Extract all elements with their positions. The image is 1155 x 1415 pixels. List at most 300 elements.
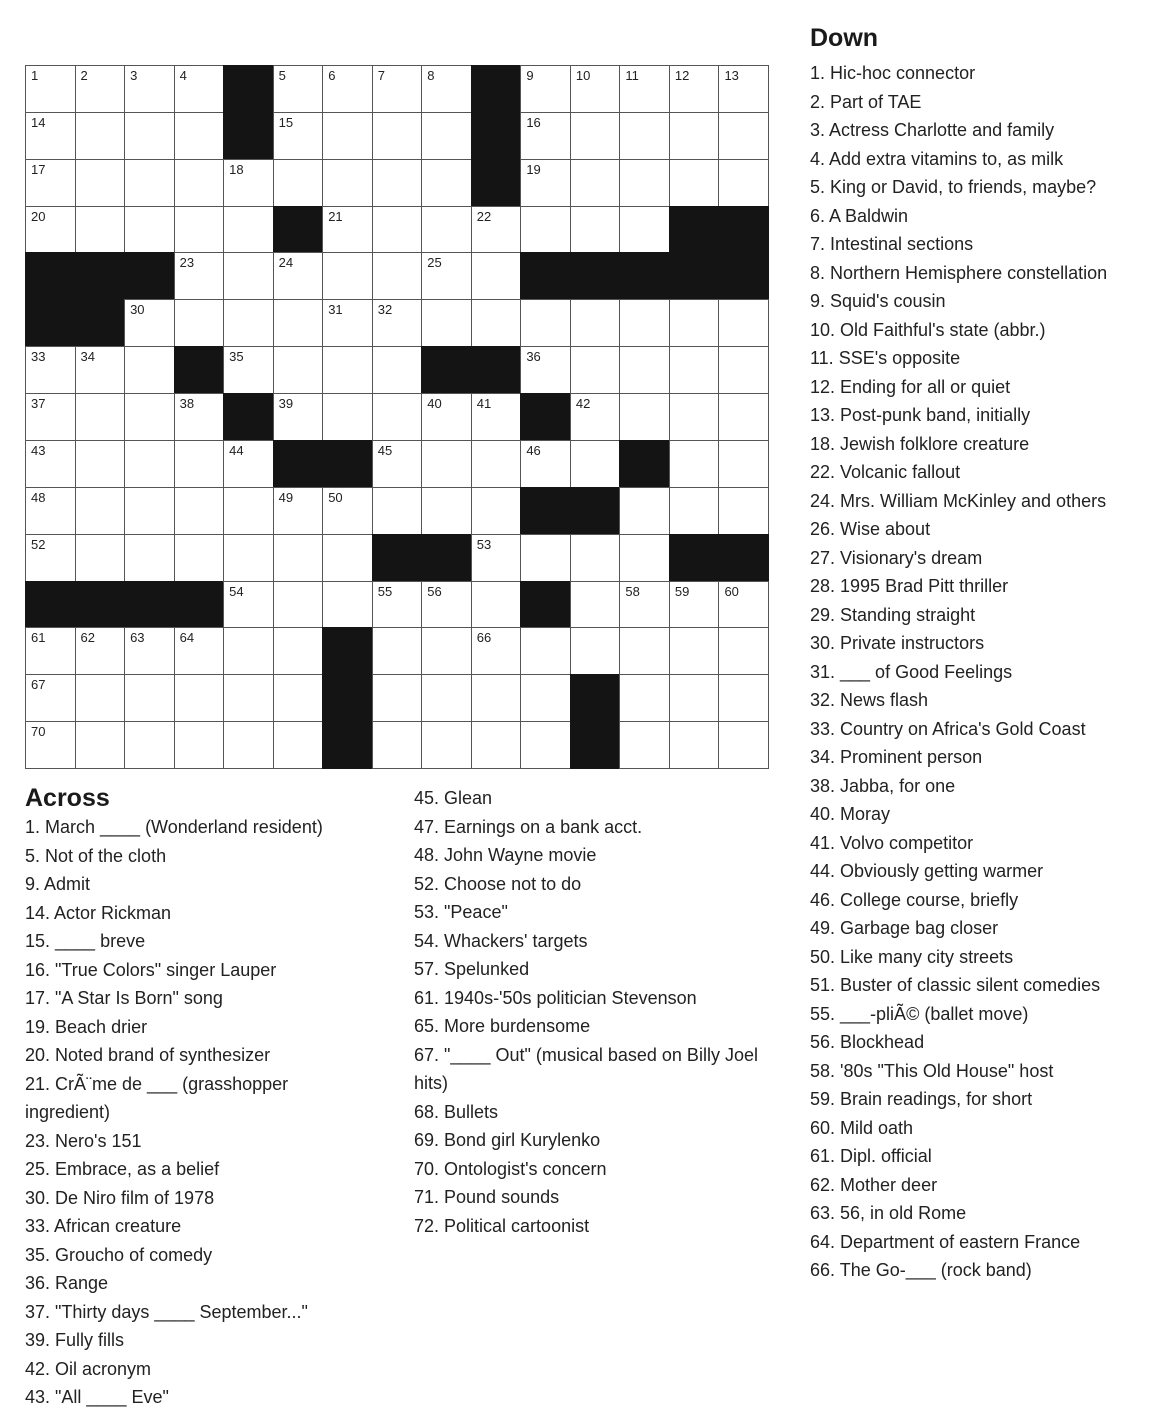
grid-cell[interactable] — [223, 299, 274, 347]
grid-cell[interactable] — [421, 206, 472, 254]
grid-cell[interactable] — [669, 487, 720, 535]
crossword-grid — [25, 65, 768, 768]
grid-cell[interactable] — [718, 346, 769, 394]
grid-cell[interactable] — [322, 581, 373, 629]
clue-item: 12. Ending for all or quiet — [810, 376, 1011, 397]
grid-cell[interactable] — [25, 206, 76, 254]
grid-cell[interactable] — [669, 440, 720, 488]
grid-cell[interactable] — [718, 627, 769, 675]
grid-block — [619, 440, 670, 488]
grid-cell[interactable] — [372, 674, 423, 722]
grid-block — [718, 252, 769, 300]
grid-cell[interactable] — [273, 299, 324, 347]
grid-cell[interactable] — [372, 346, 423, 394]
grid-cell[interactable] — [718, 581, 769, 629]
grid-cell[interactable] — [273, 627, 324, 675]
cell-number: 2 — [80, 68, 88, 83]
grid-cell[interactable] — [273, 252, 324, 300]
clue-item: 68. Bullets — [414, 1101, 499, 1122]
cell-number: 3 — [130, 68, 138, 83]
clue-item: 53. "Peace" — [414, 902, 508, 922]
grid-cell[interactable] — [669, 159, 720, 207]
grid-block — [718, 206, 769, 254]
grid-cell[interactable] — [520, 534, 571, 582]
grid-cell[interactable] — [471, 206, 522, 254]
grid-cell[interactable] — [570, 534, 621, 582]
grid-cell[interactable] — [471, 487, 522, 535]
grid-cell[interactable] — [471, 674, 522, 722]
grid-cell[interactable] — [75, 721, 126, 769]
grid-cell[interactable] — [669, 65, 720, 113]
grid-cell[interactable] — [520, 627, 571, 675]
grid-cell[interactable] — [124, 346, 175, 394]
grid-cell[interactable] — [25, 440, 76, 488]
grid-cell[interactable] — [372, 252, 423, 300]
cell-number: 50 — [328, 489, 343, 505]
clue-item: 16. "True Colors" singer Lauper — [25, 959, 277, 980]
grid-cell[interactable] — [174, 534, 225, 582]
grid-block — [322, 627, 373, 675]
grid-cell[interactable] — [718, 112, 769, 160]
grid-cell[interactable] — [372, 393, 423, 441]
grid-cell[interactable] — [124, 393, 175, 441]
grid-cell[interactable] — [669, 581, 720, 629]
clue-item: 45. Glean — [414, 788, 493, 808]
grid-cell[interactable] — [124, 487, 175, 535]
grid-cell[interactable] — [25, 534, 76, 582]
clue-item: 13. Post-punk band, initially — [810, 405, 1031, 425]
grid-cell[interactable] — [570, 581, 621, 629]
cell-number: 41 — [476, 396, 492, 412]
grid-block — [520, 487, 571, 535]
grid-cell[interactable] — [25, 159, 76, 207]
grid-cell[interactable] — [619, 65, 670, 113]
grid-cell[interactable] — [421, 674, 472, 722]
grid-cell[interactable] — [669, 627, 720, 675]
grid-cell[interactable] — [520, 346, 571, 394]
grid-cell[interactable] — [75, 440, 126, 488]
down-clues-column — [810, 59, 1150, 1285]
cell-number: 44 — [229, 442, 244, 458]
grid-block — [372, 534, 423, 582]
grid-block — [322, 440, 373, 488]
clue-item: 11. SSE's opposite — [810, 348, 961, 368]
grid-cell[interactable] — [322, 393, 373, 441]
clue-item: 36. Range — [25, 1273, 109, 1293]
cell-number: 45 — [377, 442, 393, 458]
clue-item: 20. Noted brand of synthesizer — [25, 1045, 271, 1065]
clue-item: 61. Dipl. official — [810, 1146, 932, 1166]
clue-item: 52. Choose not to do — [414, 873, 582, 894]
grid-cell[interactable] — [619, 487, 670, 535]
grid-cell[interactable] — [75, 534, 126, 582]
grid-cell[interactable] — [223, 581, 274, 629]
grid-cell[interactable] — [174, 393, 225, 441]
grid-cell[interactable] — [223, 159, 274, 207]
grid-cell[interactable] — [372, 299, 423, 347]
clue-item: 21. CrÃ¨me de ___ (grasshopper ingredient) — [25, 1073, 289, 1122]
cell-number: 25 — [427, 255, 442, 271]
grid-cell[interactable] — [223, 252, 274, 300]
grid-cell[interactable] — [421, 627, 472, 675]
grid-block — [25, 299, 76, 347]
clue-item: 6. A Baldwin — [810, 205, 909, 226]
grid-cell[interactable] — [25, 112, 76, 160]
grid-cell[interactable] — [372, 440, 423, 488]
grid-cell[interactable] — [124, 299, 175, 347]
grid-cell[interactable] — [124, 112, 175, 160]
grid-block — [520, 393, 571, 441]
grid-cell[interactable] — [718, 674, 769, 722]
clue-item: 5. Not of the cloth — [25, 845, 167, 866]
grid-cell[interactable] — [223, 721, 274, 769]
clue-item: 29. Standing straight — [810, 604, 976, 625]
grid-cell[interactable] — [718, 65, 769, 113]
grid-cell[interactable] — [421, 440, 472, 488]
grid-block — [273, 440, 324, 488]
grid-cell[interactable] — [75, 206, 126, 254]
grid-cell[interactable] — [322, 65, 373, 113]
grid-cell[interactable] — [174, 721, 225, 769]
grid-cell[interactable] — [75, 393, 126, 441]
grid-block — [471, 159, 522, 207]
grid-cell[interactable] — [322, 299, 373, 347]
clue-item: 46. College course, briefly — [810, 889, 1019, 910]
grid-block — [669, 252, 720, 300]
grid-cell[interactable] — [273, 674, 324, 722]
grid-cell[interactable] — [174, 627, 225, 675]
grid-cell[interactable] — [471, 252, 522, 300]
cell-number: 46 — [526, 442, 541, 458]
grid-cell[interactable] — [421, 581, 472, 629]
grid-cell[interactable] — [421, 721, 472, 769]
clue-item: 54. Whackers' targets — [414, 930, 588, 951]
grid-cell[interactable] — [273, 534, 324, 582]
clue-item: 71. Pound sounds — [414, 1187, 560, 1207]
grid-cell[interactable] — [372, 112, 423, 160]
grid-cell[interactable] — [322, 252, 373, 300]
clue-item: 19. Beach drier — [25, 1016, 148, 1037]
grid-cell[interactable] — [520, 112, 571, 160]
cell-number: 56 — [427, 583, 442, 599]
cell-number: 37 — [31, 396, 46, 412]
grid-cell[interactable] — [669, 674, 720, 722]
grid-cell[interactable] — [570, 346, 621, 394]
grid-cell[interactable] — [322, 112, 373, 160]
grid-cell[interactable] — [570, 206, 621, 254]
grid-cell[interactable] — [372, 159, 423, 207]
grid-cell[interactable] — [124, 206, 175, 254]
clue-item: 35. Groucho of comedy — [25, 1244, 213, 1265]
grid-cell[interactable] — [520, 159, 571, 207]
cell-number: 1 — [31, 68, 39, 83]
clue-item: 44. Obviously getting warmer — [810, 861, 1044, 881]
grid-cell[interactable] — [223, 206, 274, 254]
clue-item: 34. Prominent person — [810, 747, 983, 767]
grid-cell[interactable] — [273, 346, 324, 394]
clue-item: 47. Earnings on a bank acct. — [414, 816, 643, 837]
grid-cell[interactable] — [669, 393, 720, 441]
grid-cell[interactable] — [718, 159, 769, 207]
grid-cell[interactable] — [718, 299, 769, 347]
grid-cell[interactable] — [75, 159, 126, 207]
cell-number: 64 — [179, 630, 195, 646]
grid-cell[interactable] — [619, 534, 670, 582]
grid-cell[interactable] — [174, 159, 225, 207]
clue-item: 28. 1995 Brad Pitt thriller — [810, 576, 1009, 596]
clue-item: 63. 56, in old Rome — [810, 1203, 967, 1223]
clue-item: 70. Ontologist's concern — [414, 1158, 607, 1179]
grid-block — [223, 393, 274, 441]
across-clues-column-1 — [25, 813, 365, 1412]
cell-number: 22 — [476, 208, 492, 224]
grid-cell[interactable] — [75, 112, 126, 160]
grid-cell[interactable] — [124, 65, 175, 113]
cell-number: 34 — [80, 349, 95, 365]
clue-item: 57. Spelunked — [414, 959, 530, 979]
grid-cell[interactable] — [25, 65, 76, 113]
clue-item: 14. Actor Rickman — [25, 902, 172, 923]
grid-cell[interactable] — [25, 393, 76, 441]
clue-item: 22. Volcanic fallout — [810, 462, 961, 482]
grid-cell[interactable] — [372, 581, 423, 629]
grid-block — [570, 674, 621, 722]
grid-cell[interactable] — [273, 581, 324, 629]
grid-cell[interactable] — [124, 627, 175, 675]
cell-number: 70 — [31, 724, 46, 740]
cell-number: 32 — [377, 302, 393, 318]
grid-cell[interactable] — [421, 393, 472, 441]
grid-cell[interactable] — [223, 346, 274, 394]
grid-cell[interactable] — [273, 112, 324, 160]
clue-item: 1. March ____ (Wonderland resident) — [25, 817, 323, 837]
grid-cell[interactable] — [669, 112, 720, 160]
grid-block — [75, 252, 126, 300]
grid-cell[interactable] — [471, 581, 522, 629]
cell-number: 7 — [377, 68, 385, 83]
clue-item: 43. "All ____ Eve" — [25, 1387, 169, 1407]
clue-item: 2. Part of TAE — [810, 91, 922, 112]
grid-cell[interactable] — [75, 65, 126, 113]
grid-cell[interactable] — [421, 112, 472, 160]
grid-cell[interactable] — [619, 112, 670, 160]
grid-block — [273, 206, 324, 254]
cell-number: 52 — [31, 536, 46, 552]
grid-cell[interactable] — [223, 627, 274, 675]
grid-cell[interactable] — [174, 440, 225, 488]
cell-number: 31 — [328, 302, 343, 318]
clue-item: 25. Embrace, as a belief — [25, 1159, 220, 1179]
grid-cell[interactable] — [619, 206, 670, 254]
cell-number: 33 — [31, 349, 46, 365]
grid-cell[interactable] — [25, 721, 76, 769]
grid-cell[interactable] — [619, 299, 670, 347]
grid-block — [520, 252, 571, 300]
cell-number: 14 — [31, 114, 46, 130]
grid-cell[interactable] — [124, 674, 175, 722]
grid-cell[interactable] — [471, 534, 522, 582]
grid-cell[interactable] — [223, 440, 274, 488]
grid-cell[interactable] — [174, 65, 225, 113]
grid-cell[interactable] — [174, 674, 225, 722]
clue-item: 5. King or David, to friends, maybe? — [810, 177, 1097, 197]
grid-cell[interactable] — [669, 721, 720, 769]
grid-cell[interactable] — [372, 721, 423, 769]
grid-cell[interactable] — [421, 65, 472, 113]
grid-cell[interactable] — [520, 721, 571, 769]
grid-cell[interactable] — [75, 346, 126, 394]
clue-item: 64. Department of eastern France — [810, 1231, 1081, 1252]
clue-item: 24. Mrs. William McKinley and others — [810, 490, 1107, 511]
grid-cell[interactable] — [520, 440, 571, 488]
grid-cell[interactable] — [570, 627, 621, 675]
grid-cell[interactable] — [570, 393, 621, 441]
cell-number: 17 — [31, 161, 46, 177]
grid-block — [570, 487, 621, 535]
grid-block — [75, 581, 126, 629]
grid-cell[interactable] — [520, 674, 571, 722]
clue-item: 60. Mild oath — [810, 1117, 914, 1138]
down-heading: Down — [810, 24, 879, 52]
cell-number: 4 — [179, 68, 187, 83]
grid-block — [471, 346, 522, 394]
grid-block — [75, 299, 126, 347]
grid-block — [223, 65, 274, 113]
clue-item: 66. The Go-___ (rock band) — [810, 1260, 1032, 1280]
grid-cell[interactable] — [471, 627, 522, 675]
grid-cell[interactable] — [421, 299, 472, 347]
grid-cell[interactable] — [421, 487, 472, 535]
grid-cell[interactable] — [25, 487, 76, 535]
grid-cell[interactable] — [372, 487, 423, 535]
cell-number: 24 — [278, 255, 294, 271]
clue-item: 9. Squid's cousin — [810, 291, 946, 311]
clue-item: 50. Like many city streets — [810, 946, 1014, 967]
grid-cell[interactable] — [75, 627, 126, 675]
grid-cell[interactable] — [372, 206, 423, 254]
grid-cell[interactable] — [718, 487, 769, 535]
cell-number: 5 — [278, 68, 286, 83]
grid-cell[interactable] — [471, 393, 522, 441]
grid-cell[interactable] — [619, 346, 670, 394]
grid-cell[interactable] — [619, 393, 670, 441]
grid-cell[interactable] — [322, 487, 373, 535]
grid-cell[interactable] — [322, 534, 373, 582]
grid-cell[interactable] — [25, 346, 76, 394]
grid-cell[interactable] — [273, 721, 324, 769]
grid-cell[interactable] — [471, 440, 522, 488]
clue-item: 33. Country on Africa's Gold Coast — [810, 718, 1086, 739]
grid-cell[interactable] — [619, 159, 670, 207]
grid-block — [322, 674, 373, 722]
clue-item: 40. Moray — [810, 804, 891, 824]
grid-cell[interactable] — [718, 440, 769, 488]
grid-cell[interactable] — [174, 299, 225, 347]
clue-item: 30. Private instructors — [810, 633, 985, 653]
cell-number: 48 — [31, 489, 46, 505]
grid-cell[interactable] — [619, 721, 670, 769]
grid-cell[interactable] — [174, 252, 225, 300]
grid-cell[interactable] — [421, 159, 472, 207]
grid-cell[interactable] — [471, 299, 522, 347]
grid-cell[interactable] — [174, 112, 225, 160]
clue-item: 3. Actress Charlotte and family — [810, 120, 1055, 140]
grid-cell[interactable] — [75, 674, 126, 722]
clue-item: 69. Bond girl Kurylenko — [414, 1130, 601, 1150]
grid-cell[interactable] — [520, 206, 571, 254]
cell-number: 21 — [328, 208, 343, 224]
grid-cell[interactable] — [619, 674, 670, 722]
grid-block — [718, 534, 769, 582]
clue-item: 67. "____ Out" (musical based on Billy Joel hits) — [414, 1044, 758, 1093]
grid-block — [471, 65, 522, 113]
grid-cell[interactable] — [570, 65, 621, 113]
clue-item: 27. Visionary's dream — [810, 547, 983, 568]
grid-cell[interactable] — [174, 206, 225, 254]
cell-number: 67 — [31, 677, 46, 693]
grid-cell[interactable] — [718, 393, 769, 441]
grid-cell[interactable] — [322, 206, 373, 254]
clue-item: 72. Political cartoonist — [414, 1215, 590, 1236]
grid-cell[interactable] — [421, 252, 472, 300]
across-heading: Across — [25, 784, 110, 812]
grid-cell[interactable] — [124, 534, 175, 582]
grid-cell[interactable] — [570, 112, 621, 160]
grid-cell[interactable] — [273, 393, 324, 441]
grid-cell[interactable] — [273, 65, 324, 113]
clue-item: 39. Fully fills — [25, 1330, 125, 1350]
clue-item: 37. "Thirty days ____ September..." — [25, 1301, 308, 1322]
grid-cell[interactable] — [322, 159, 373, 207]
grid-cell[interactable] — [124, 721, 175, 769]
grid-cell[interactable] — [619, 627, 670, 675]
grid-cell[interactable] — [570, 299, 621, 347]
grid-block — [619, 252, 670, 300]
grid-cell[interactable] — [25, 627, 76, 675]
grid-cell[interactable] — [669, 346, 720, 394]
clue-item: 65. More burdensome — [414, 1016, 591, 1036]
grid-cell[interactable] — [322, 346, 373, 394]
grid-cell[interactable] — [570, 159, 621, 207]
grid-cell[interactable] — [223, 534, 274, 582]
grid-cell[interactable] — [372, 627, 423, 675]
clue-item: 23. Nero's 151 — [25, 1130, 142, 1151]
grid-cell[interactable] — [25, 674, 76, 722]
grid-cell[interactable] — [372, 65, 423, 113]
grid-cell[interactable] — [124, 159, 175, 207]
grid-cell[interactable] — [223, 674, 274, 722]
grid-cell[interactable] — [570, 440, 621, 488]
grid-cell[interactable] — [669, 299, 720, 347]
clue-item: 59. Brain readings, for short — [810, 1089, 1033, 1109]
grid-cell[interactable] — [273, 487, 324, 535]
grid-cell[interactable] — [174, 487, 225, 535]
clue-item: 26. Wise about — [810, 519, 931, 539]
grid-cell[interactable] — [75, 487, 126, 535]
grid-cell[interactable] — [223, 487, 274, 535]
cell-number: 19 — [526, 161, 541, 177]
grid-cell[interactable] — [520, 65, 571, 113]
grid-cell[interactable] — [471, 721, 522, 769]
grid-cell[interactable] — [718, 721, 769, 769]
grid-cell[interactable] — [273, 159, 324, 207]
grid-cell[interactable] — [619, 581, 670, 629]
grid-cell[interactable] — [520, 299, 571, 347]
cell-number: 35 — [229, 349, 244, 365]
grid-cell[interactable] — [124, 440, 175, 488]
cell-number: 61 — [31, 630, 46, 646]
cell-number: 11 — [625, 68, 639, 83]
